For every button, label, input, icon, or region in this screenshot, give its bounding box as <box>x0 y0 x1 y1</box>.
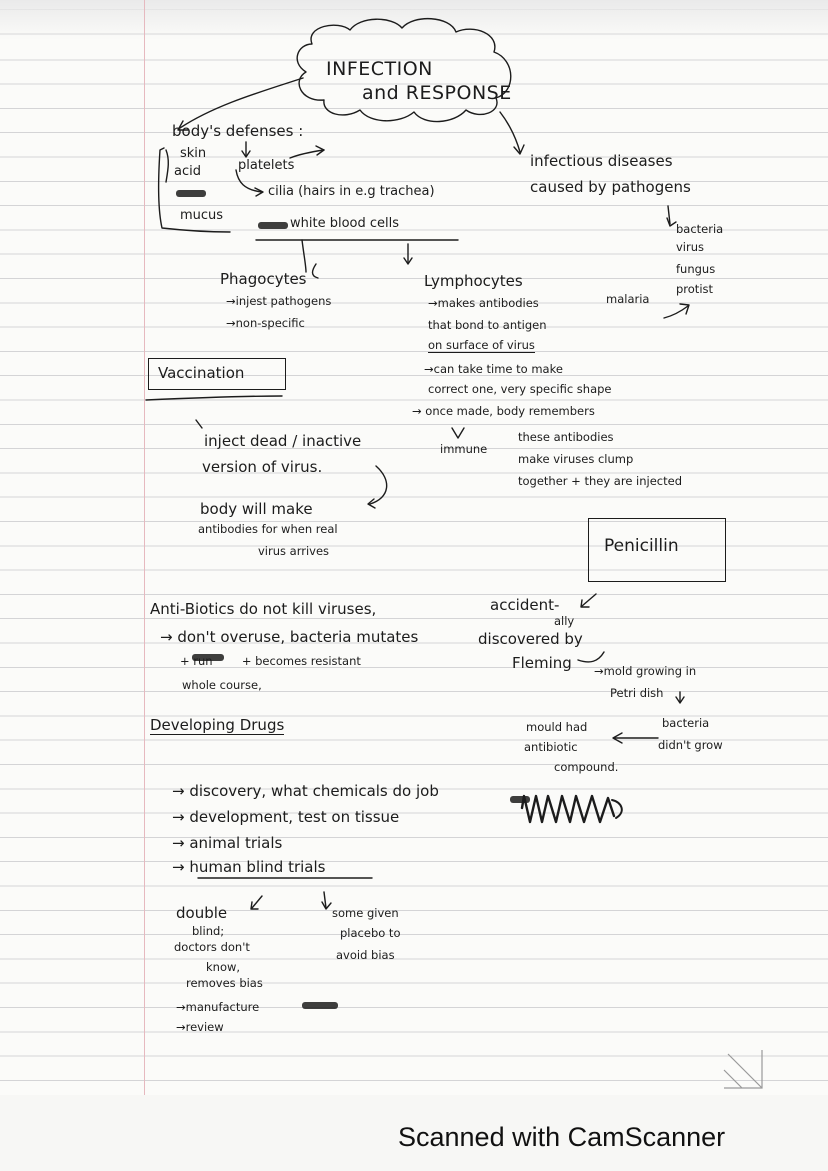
defense-cilia: cilia (hairs in e.g trachea) <box>268 184 435 199</box>
pathogen-bacteria: bacteria <box>676 222 724 236</box>
lymphocytes-title: Lymphocytes <box>424 272 523 290</box>
drugs-step: → human blind trials <box>172 858 326 876</box>
antibiotic-label: antibiotic <box>524 740 578 754</box>
defenses-heading: body's defenses : <box>172 122 304 140</box>
drugs-final-step: →review <box>176 1020 224 1034</box>
placebo-note: some given <box>332 906 399 920</box>
placebo-note: avoid bias <box>336 948 395 962</box>
petri-label: Petri dish <box>610 686 664 700</box>
double-blind-note: doctors don't <box>174 940 250 954</box>
vaccination-title: Vaccination <box>158 364 245 382</box>
antibodies-note: together + they are injected <box>518 474 683 488</box>
scanner-watermark: Scanned with CamScanner <box>398 1122 726 1152</box>
penicillin-title: Penicillin <box>604 536 679 556</box>
didnt-grow-label: didn't grow <box>658 738 723 752</box>
pathogen-virus: virus <box>676 240 705 254</box>
vaccination-line: version of virus. <box>202 458 323 476</box>
antibiotics-line: → don't overuse, bacteria mutates <box>160 628 419 646</box>
defense-wbc: white blood cells <box>290 216 400 231</box>
double-blind-note: blind; <box>192 924 225 938</box>
lymphocytes-line: →can take time to make <box>424 362 563 376</box>
antibiotics-line: whole course, <box>182 678 262 692</box>
lymphocytes-line: correct one, very specific shape <box>428 382 612 396</box>
antibodies-note: make viruses clump <box>518 452 634 466</box>
antibiotics-line: + run + becomes resistant <box>180 654 361 668</box>
scribbled-text <box>302 1002 338 1009</box>
compound-label: compound. <box>554 760 619 774</box>
mould-label: mould had <box>526 720 588 734</box>
discovered-by: discovered by <box>478 630 583 648</box>
drugs-step: → discovery, what chemicals do job <box>172 782 439 800</box>
mold-label: →mold growing in <box>594 664 697 678</box>
drugs-title: Developing Drugs <box>150 716 285 734</box>
lymphocytes-line: → once made, body remembers <box>412 404 595 418</box>
drugs-step: → development, test on tissue <box>172 808 400 826</box>
defense-platelets: platelets <box>238 158 295 173</box>
double-blind-note: removes bias <box>186 976 263 990</box>
ally-label: ally <box>554 614 575 628</box>
antibiotics-line: Anti-Biotics do not kill viruses, <box>150 600 377 618</box>
lymphocytes-line: on surface of virus <box>428 338 535 352</box>
scribbled-text <box>510 796 530 803</box>
phagocytes-title: Phagocytes <box>220 270 307 288</box>
page-corner-mark <box>722 1048 764 1090</box>
drugs-final-step: →manufacture <box>176 1000 260 1014</box>
fleming-label: Fleming <box>512 654 572 672</box>
lymphocytes-line: →makes antibodies <box>428 296 539 310</box>
scribbled-text <box>258 222 288 229</box>
phagocytes-point: →non-specific <box>226 316 305 330</box>
accident-label: accident- <box>490 596 560 614</box>
infectious-line-2: caused by pathogens <box>530 178 691 196</box>
vaccination-body-line: body will make <box>200 500 313 518</box>
malaria-label: malaria <box>606 292 650 306</box>
scribbled-text <box>176 190 206 197</box>
infectious-line-1: infectious diseases <box>530 152 673 170</box>
pathogen-protist: protist <box>676 282 714 296</box>
antibodies-note: these antibodies <box>518 430 614 444</box>
immune-label: immune <box>440 442 488 456</box>
bacteria-label: bacteria <box>662 716 710 730</box>
defense-acid: acid <box>174 164 201 179</box>
vaccination-line: inject dead / inactive <box>204 432 362 450</box>
vaccination-body-line: antibodies for when real <box>198 522 338 536</box>
defense-skin: skin <box>180 146 207 161</box>
title-line-2: and RESPONSE <box>362 82 512 104</box>
double-blind-note: double <box>176 904 228 922</box>
double-blind-note: know, <box>206 960 241 974</box>
lymphocytes-line: that bond to antigen <box>428 318 547 332</box>
drugs-step: → animal trials <box>172 834 283 852</box>
placebo-note: placebo to <box>340 926 401 940</box>
defense-mucus: mucus <box>180 208 224 223</box>
vaccination-body-line: virus arrives <box>258 544 330 558</box>
phagocytes-point: →injest pathogens <box>226 294 332 308</box>
pathogen-fungus: fungus <box>676 262 716 276</box>
title-line-1: INFECTION <box>326 58 433 80</box>
